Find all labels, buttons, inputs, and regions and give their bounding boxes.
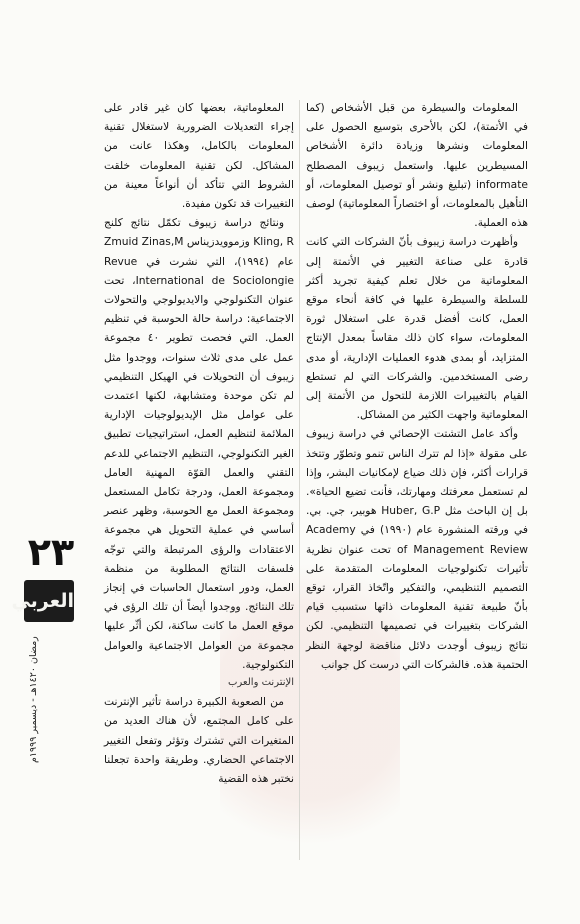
- issue-date: رمضان ١٤٢٠هـ - ديسمبر ١٩٩٩م: [28, 636, 39, 763]
- magazine-logo: العربي: [24, 580, 74, 622]
- text-column-right: [306, 98, 528, 674]
- text-column-left: [104, 98, 294, 788]
- paragraph: المعلوماتية، بعضها كان غير قادر على إجراء التعديلات الضرورية لاستغلال تقنية المعلومات بالكامل، وهكذا عانت من المشاكل. لكن تقنية المعلومات خلقت الشروط التي تتأكد أن أنواعاً معينة من التغييرات قد تكون مفيدة.: [104, 101, 294, 211]
- section-subheading: الإنترنت والعرب: [228, 677, 294, 689]
- paragraph: وأظهرت دراسة زيبوف بأنّ الشركات التي كانت قادرة على صناعة التغيير في الأتمتة إلى المعلوماتية من خلال تعلم كيفية تجريد أكثر للسلطة والسيطرة عليها في كافة أنحاء موقع العمل، كانت أفضل قدرة على استغلال ثورة المعلومات، سواء كان ذلك مقاساً بمعدل الإنتاج المتزايد، أو بمدى هدوء العمليات الإدارية، أو مدى رضى المستخدمين. والشركات التي لم تستطع القيام بالتغييرات اللازمة للتحول من الأتمتة إلى المعلوماتية واجهت الكثير من المشاكل.: [306, 235, 528, 422]
- paragraph: وأكد عامل التشتت الإحصائي في دراسة زيبوف على مقولة «إذا لم تترك الناس تنمو وتطوّر وتتخذ قرارات أكثر، فإن ذلك ضياع لإمكانيات البشر، وإذا لم تستعمل معرفتك ومهارتك، فأنت تضيع الحياة». بل إن الباحث مثل Huber, G.P هوبير، جي. بي. في ورقته المنشورة عام (١٩٩٠) في Academy of Management Review تحت عنوان نظرية تأثيرات تكنولوجيات المعلومات المتقدمة على التصميم التنظيمي، والتفكير واتّخاذ القرار، توقع بأنّ طبيعة تقنية المعلومات ذاتها ستسبب قيام الشركات بتغييرات في تصميمها التنظيمي. لكن نتائج زيبوف أوجدت دلائل مناقضة لوجهة النظر الحتمية هذه. فالشركات التي درست كل جوانب: [306, 427, 529, 671]
- page-number: ٢٣: [27, 530, 75, 574]
- paragraph: ونتائج دراسة زيبوف تكمّل نتائج كلنج Kling, R وزموويدزيناس Zmuid Zinas,M عام (١٩٩٤)، التي نشرت في Revue International de Sociolongie، تحت عنوان التكنولوجي والايديولوجي والتحولات الاجتماعية: دراسة حالة الحوسبة في تنظيم العمل. التي فحصت تطوير ٤٠ مجموعة عمل على مدى ثلاث سنوات، ووجدوا مثل زيبوف أن التحويلات في الهيكل التنظيمي لم تكن موحدة ومتشابهة، لكنها اعتمدت على عوامل مثل الإيديولوجيات الإدارية الملائمة لتنظيم العمل، استراتيجيات تطبيق الغير التكنولوجي، التنظيم الاجتماعي للدعم التقني والعمل القوّة المهنية العامل ومجموعة العمل، ودرجة تكامل المستعمل ومجموعة العمل مع الحوسبة، وظهر عنصر أساسي في عملية التحويل هي مجموعة الاعتقادات والرؤى المرتبطة والتي توجّه فلسفات النتائج المطلوبة من منظمة العمل، ودور استعمال الحاسبات في إنجاز تلك النتائج. ووجدوا أيضاً أن تلك الرؤى في موقع العمل ما كانت ساكنة، لكن أثّر عليها مجموعة من العوامل الاجتماعية والعوامل التكنولوجية.: [104, 216, 295, 671]
- column-gutter: [299, 100, 300, 860]
- paragraph: المعلومات والسيطرة من قبل الأشخاص (كما في الأتمتة)، لكن بالأحرى بتوسيع الحصول على المعلومات ونشرها وزيادة دائرة الأشخاص المسيطرين عليها. واستعمل زيبوف المصطلح informate (تبليغ ونشر أو توصيل المعلومات، أو التأهيل بالمعلومات، أو اختصاراً المعلوماتية) لوصف هذه العملية.: [306, 101, 528, 230]
- paragraph: من الصعوبة الكبيرة دراسة تأثير الإنترنت على كامل المجتمع، لأن هناك العديد من المتغيرات التي تشترك وتؤثر وتفعل التغيير الاجتماعي الحضاري. وطريقة واحدة تجعلنا نختبر هذه القضية: [104, 695, 294, 785]
